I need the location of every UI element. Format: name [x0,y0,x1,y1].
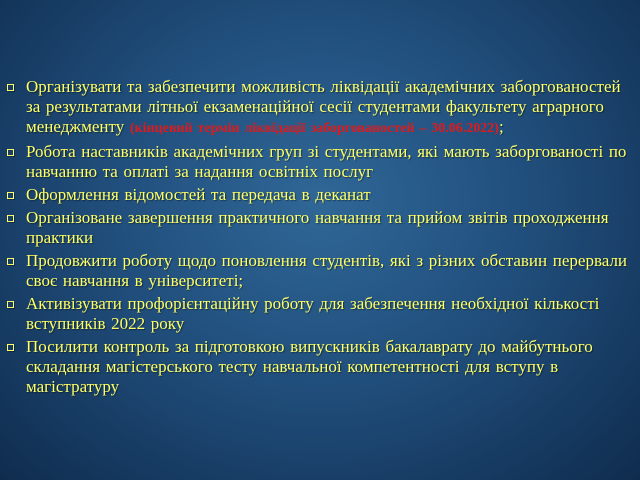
square-bullet-icon [7,149,14,156]
list-item [7,337,633,397]
item-text: Організувати та забезпечити можливість ліквідації академічних заборгованостей за результатами літньої екзаменаційної сесії студентами факультету аграрного менеджменту [26,77,621,136]
square-bullet-icon [7,192,14,199]
item-text: Активізувати профорієнтаційну роботу для забезпечення необхідної кількості вступників 2022 року [26,294,600,333]
list-item [7,294,633,334]
list-item [7,185,633,205]
item-text: Посилити контроль за підготовкою випускників бакалаврату до майбутнього складання магістерського тесту навчальної компетентності для вступу в магістратуру [26,337,593,396]
square-bullet-icon [7,215,14,222]
item-suffix: ; [498,117,504,136]
item-text: Продовжити роботу щодо поновлення студентів, які з різних обставин перервали своє навчання в університеті; [26,251,628,290]
square-bullet-icon [7,301,14,308]
list-item [7,142,633,182]
list-item [7,208,633,248]
item-text: Організоване завершення практичного навчання та прийом звітів проходження практики [26,208,609,247]
square-bullet-icon [7,344,14,351]
square-bullet-icon [7,84,14,91]
square-bullet-icon [7,258,14,265]
list-item [7,77,633,139]
deadline-highlight: (кінцевий термін ліквідації заборгованостей – 30.06.2022) [129,121,499,136]
list-item [7,251,633,291]
bullet-list [7,77,633,397]
item-text: Робота наставників академічних груп зі студентами, які мають заборгованості по навчанню та оплаті за надання освітніх послуг [26,142,627,181]
item-text: Оформлення відомостей та передача в деканат [26,185,371,204]
